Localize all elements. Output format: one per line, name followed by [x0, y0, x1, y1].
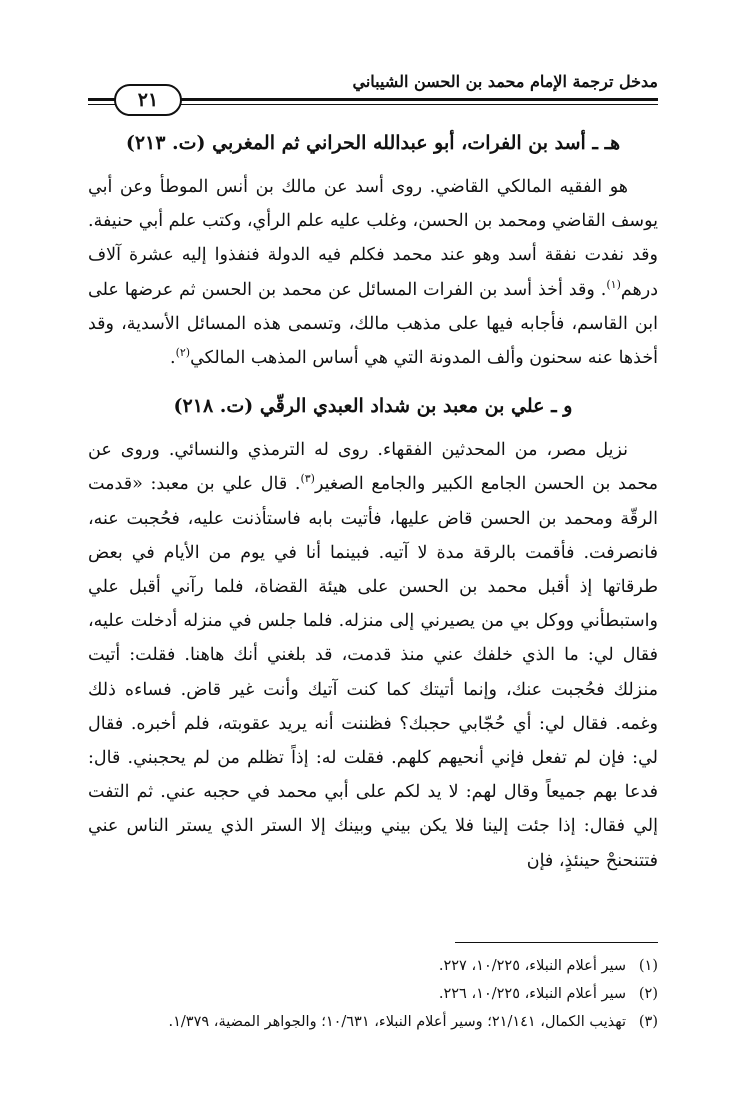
footnote-item — [88, 980, 658, 1008]
footnotes — [88, 952, 658, 1036]
footnote-text: تهذيب الكمال، ٢١/١٤١؛ وسير أعلام النبلاء، ١٠/٦٣١؛ والجواهر المضية، ١/٣٧٩. — [168, 1014, 626, 1030]
footnote-ref-3[interactable]: (٣) — [300, 472, 315, 486]
footnote-text: سير أعلام النبلاء، ١٠/٢٢٥، ٢٢٦. — [438, 986, 626, 1002]
footnote-number: (٣) — [638, 1014, 658, 1030]
paragraph-text: . — [169, 348, 176, 369]
footnote-item — [88, 1008, 658, 1036]
paragraph-text: . وقد أخذ أسد بن الفرات المسائل عن محمد بن الحسن ثم عرضها على ابن القاسم، فأجابه فيها على مذهب مالك، وتسمى هذه المسائل الأسدية، وقد أخذها عنه سحنون وألف المدونة التي هي أساس المذهب المالكي — [88, 279, 658, 369]
paragraph-text: . قال علي بن معبد: «قدمت الرقّة ومحمد بن الحسن قاض عليها، فأتيت بابه فاستأذنت عليه، فحُجبت عنه، فانصرفت. فأقمت بالرقة مدة لا آتيه. فبينما أنا في يوم من الأيام في بعض طرقاتها إذ أقبل محمد بن الحسن على هيئة القضاة، فلما رآني أقبل علي واستبطأني ووكل بي من يصيرني إلى منزله. فلما جلس في منزله أدخلت عليه، فقال لي: ما الذي خلفك عني منذ قدمت، قد بلغني أنك هاهنا. فقلت: أتيت منزلك فحُجبت عنك، وإنما أتيتك كما كنت آتيك وأنت غير قاض. فساءه ذلك وغمه. فقال لي: أي حُجّابي حجبك؟ فظننت أنه يريد عقوبته، فلم أخبره. فقال لي: فإن لم تفعل فإني أنحيهم كلهم. فقلت له: إذاً تظلم من لم يحجبني. قال: فدعا بهم جميعاً وقال لهم: لا يد لكم على أبي محمد في حجبه عني. ثم التفت إلي فقال: إذا جئت إلينا فلا يكن بيني وبينك إلا الستر الذي يستر الناس عني فتتنحنحْ حينئذٍ، فإن — [88, 474, 658, 871]
running-title: مدخل ترجمة الإمام محمد بن الحسن الشيباني — [352, 72, 658, 91]
running-header — [88, 70, 658, 110]
paragraph-text: نزيل مصر، من المحدثين الفقهاء. روى له الترمذي والنسائي. وروى عن محمد بن الحسن الجامع الكبير والجامع الصغير — [88, 440, 659, 495]
page-number: ٢١ — [114, 84, 182, 116]
footnote-text: سير أعلام النبلاء، ١٠/٢٢٥، ٢٢٧. — [438, 958, 626, 974]
paragraph-asad — [88, 170, 658, 375]
paragraph-text: هو الفقيه المالكي القاضي. روى أسد عن مالك بن أنس الموطأ وعن أبي يوسف القاضي ومحمد بن الحسن، وغلب عليه علم الرأي، وكتب علم أبي حنيفة. وقد نفدت نفقة أسد وهو عند محمد فكلم فيه الدولة فنفذوا إليه عشرة آلاف درهم — [88, 177, 658, 300]
footnote-ref-1[interactable]: (١) — [606, 277, 621, 291]
footnote-ref-2[interactable]: (٢) — [175, 346, 191, 360]
paragraph-ali — [88, 433, 658, 878]
footnote-separator — [455, 942, 658, 943]
footnote-item — [88, 952, 658, 980]
section-heading-ali: و ـ علي بن معبد بن شداد العبدي الرقّي (ت. ٢١٨) — [173, 395, 573, 418]
footnote-number: (١) — [638, 958, 658, 974]
main-text — [88, 128, 658, 878]
section-heading-asad: هـ ـ أسد بن الفرات، أبو عبدالله الحراني ثم المغربي (ت. ٢١٣) — [125, 132, 621, 154]
footnote-number: (٢) — [638, 986, 658, 1002]
